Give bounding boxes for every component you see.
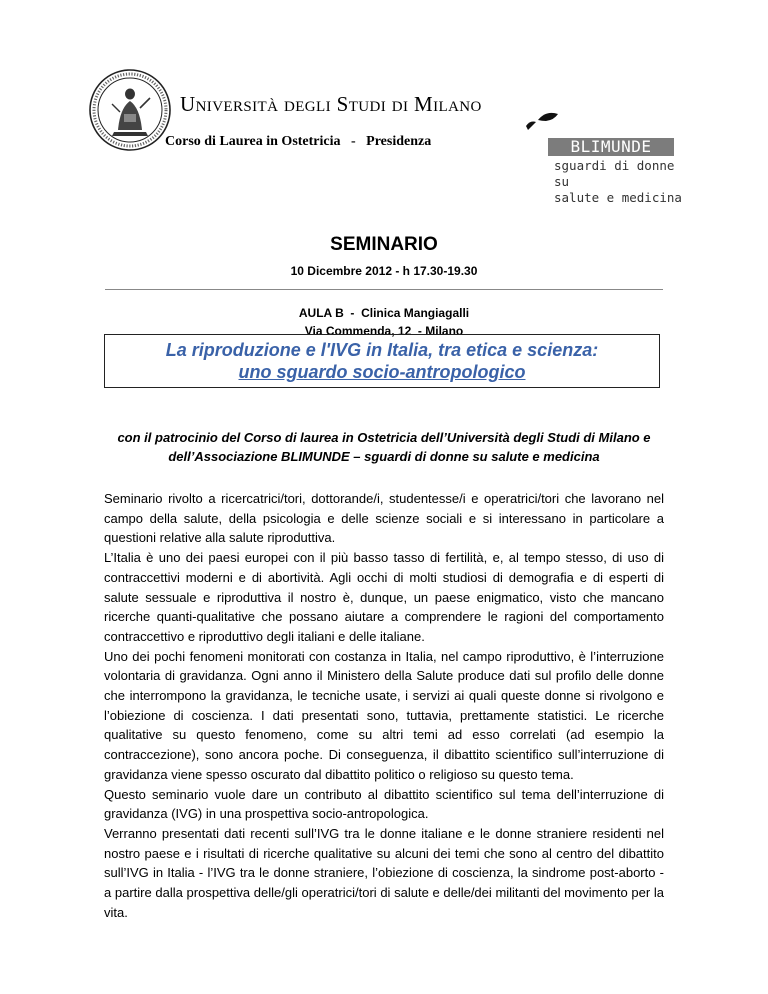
course-presidency-line: Corso di Laurea in Ostetricia - Presidenza — [165, 134, 432, 149]
body-paragraph: Uno dei pochi fenomeni monitorati con costanza in Italia, nel campo riproduttivo, è l’interruzione volontaria di gravidanza. Ogni anno il Ministero della Salute produce dati sul profilo delle donne che interrompono la gravidanza, le tecniche usate, i servizi ai quali queste donne si rivolgono e l’obiezione di coscienza. I dati presentati sono, tuttavia, prettamente statistici. Le ricerche qualitative su questo fenomeno, come su altri temi ad esso correlati (ad esempio la contraccezione), sono ancora poche. Di conseguenza, il dibattito scientifico sull’interruzione di gravidanza viene spesso oscurato dal dibattito politico o religioso su questo tema. — [104, 648, 664, 782]
patronage-line-1: con il patrocinio del Corso di laurea in Ostetricia dell’Università degli Studi di Milano e — [117, 430, 651, 445]
patronage-line-2: dell’Associazione BLIMUNDE – sguardi di donne su salute e medicina — [168, 449, 600, 464]
seminar-theme-line-2: uno sguardo socio-antropologico — [238, 362, 526, 382]
event-title: SEMINARIO — [330, 234, 438, 255]
seminar-theme-line-1: La riproduzione e l'IVG in Italia, tra etica e scienza: — [165, 340, 599, 360]
venue-address: Via Commenda, 12 - Milano — [304, 324, 464, 338]
header-divider — [105, 289, 663, 290]
body-paragraph: Questo seminario vuole dare un contributo al dibattito scientifico sul tema dell’interruzione di gravidanza (IVG) in una prospettiva socio-antropologica. — [104, 786, 664, 822]
blimunde-tagline-line-1: sguardi di donne su — [554, 158, 675, 189]
body-paragraph: L’Italia è uno dei paesi europei con il più basso tasso di fertilità, e, al tempo stesso, di uso di contraccettivi moderni e di abortività. Agli occhi di molti studiosi di demografia e di esperti di salute sessuale e riproduttiva il nostro è, dunque, un paese enigmatico, visto che mancano ricerche quanti-qualitative che possano aiutare a comprendere le ragioni del comportamento contraccettivo e riproduttivo degli italiani e delle italiane. — [104, 550, 664, 644]
venue-room: AULA B - Clinica Mangiagalli — [298, 306, 470, 320]
university-seal-logo — [88, 68, 172, 152]
blimunde-logo — [524, 104, 682, 205]
blimunde-tagline — [554, 158, 684, 206]
blimunde-name: BLIMUNDE — [548, 138, 674, 156]
patronage-statement — [80, 428, 688, 466]
body-paragraph: Seminario rivolto a ricercatrici/tori, dottorande/i, studentesse/i e operatrici/tori che lavorano nel campo della salute, della psicologia e delle scienze sociali e si interessano in particolare a questioni relative alla salute riproduttiva. — [104, 491, 664, 546]
seminar-description — [104, 489, 664, 922]
university-name: Università degli Studi di Milano — [180, 92, 482, 116]
body-paragraph: Verranno presentati dati recenti sull’IVG tra le donne italiane e le donne straniere residenti nel nostro paese e i risultati di ricerche qualitative su alcuni dei temi che sono al centro del dibattito sull’IVG in Italia - l’IVG tra le donne straniere, l’obiezione di coscienza, la sindrome post-aborto - a partire dalla prospettiva delle/gli operatrici/tori di salute e delle/dei militanti del movimento per la vita. — [104, 825, 664, 920]
event-datetime: 10 Dicembre 2012 - h 17.30-19.30 — [290, 264, 478, 278]
blimunde-tagline-line-2: salute e medicina — [554, 190, 682, 205]
seminar-theme-box — [104, 334, 660, 388]
